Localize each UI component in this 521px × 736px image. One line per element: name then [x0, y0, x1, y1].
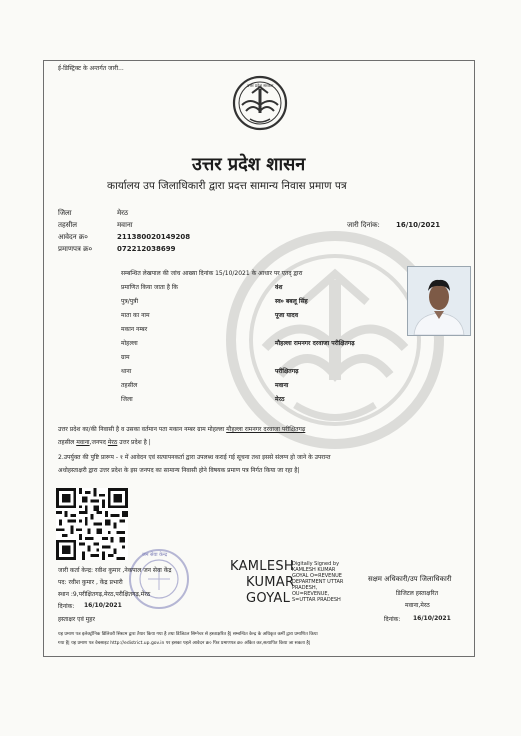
sig-detail: KAMLESH KUMAR — [292, 567, 336, 573]
field-value-parent: स्व० बबलू सिंह — [275, 298, 308, 305]
authority-title: सक्षम अधिकारी/उप जिलाधिकारी — [368, 575, 452, 583]
footer-note-line-2: गया है| यह प्रमाण पत्र वेबसाइट http://edistrict.up.gov.in पर इसका पहले आवेदन क्र० फिर प्रमाणपत्र क्र० अंकित कर,सत्यापित किया जा सकता है| — [58, 641, 311, 646]
sig-detail: PRADESH, — [292, 585, 318, 591]
intro-line: सम्बन्धित लेखपाल की जांच आख्या दिनांक 15/10/2021 के आधार पर एतद् द्वारा — [121, 270, 303, 277]
issue-date-value: 16/10/2021 — [396, 221, 441, 229]
field-label-locality: मोहल्ला — [121, 340, 138, 347]
field-label-tehsil: तहसील — [121, 382, 138, 389]
sig-detail: Digitally Signed by — [292, 561, 340, 567]
issuer-centre: जारी कर्ता केन्द्र: रवीश कुमार ,नेकपाल जन सेवा केंद्र — [58, 567, 172, 574]
issuer-date-label: दिनांक: — [58, 603, 75, 610]
field-value-tehsil: मवाना — [275, 382, 289, 389]
body-district-label: ,जनपद — [89, 439, 106, 446]
field-label-village: ग्राम — [121, 354, 130, 361]
field-value-lineage: वंश — [275, 284, 283, 291]
authority-date-label: दिनांक: — [384, 616, 401, 623]
signer-name-line-2: KUMAR — [246, 575, 295, 590]
page-subtitle: कार्यालय उप जिलाधिकारी द्वारा प्रदत्त सामान्य निवास प्रमाण पत्र — [107, 180, 347, 192]
sig-detail: S=UTTAR PRADESH — [292, 597, 341, 603]
certified-line: प्रमाणित किया जाता है कि — [121, 284, 179, 291]
applicant-photo — [407, 266, 471, 336]
body-tehsil-label: तहसील — [58, 439, 75, 446]
sig-detail: DEPARTMENT UTTAR — [292, 579, 344, 585]
certificate-label: प्रमाणपत्र क्र० — [58, 245, 93, 253]
footer-note-line-1: यह प्रमाण पत्र इलेक्ट्रॉनिक डिलिवरी सिस्टम द्वारा तैयार किया गया है तथा डिजिटल सिग्नेचर से हस्ताक्षरित है| सम्बन्धित केन्द्र के अधिकृत कर्मी द्वारा प्रमाणित किया — [58, 632, 318, 637]
seal-text: उत्तर प्रदेश सरकार — [247, 83, 274, 88]
sig-detail: GOYAL O=REVENUE — [292, 573, 342, 579]
body-tehsil-value: मवाना — [76, 439, 90, 446]
signer-name-line-3: GOYAL — [246, 591, 291, 606]
digital-signature-details — [292, 561, 343, 603]
header-note: ई-डिस्ट्रिक्ट के अन्तर्गत जारी... — [58, 65, 124, 72]
issuer-sign-label: हस्ताक्षर एवं मुहर — [58, 616, 95, 623]
issuer-post: पद: रवीश कुमार , केंद्र प्रभारी — [58, 579, 123, 586]
authority-place: मवाना,मेरठ — [405, 602, 430, 609]
field-value-police-station: परीक्षितगढ़ — [275, 368, 299, 375]
issuer-place: स्थान :9,परीक्षितगढ़,मेरठ,परीक्षितगढ़,मेरठ — [58, 591, 151, 598]
field-value-district: मेरठ — [275, 396, 285, 403]
field-label-police-station: थाना — [121, 368, 132, 375]
authority-date-value: 16/10/2021 — [413, 615, 451, 622]
body-line-4: अधोहस्ताक्षरी द्वारा उत्तर प्रदेश के इस जनपद का सामान्य निवासी होने विषयक प्रमाण पत्र निर्गत किया जा रहा है| — [58, 467, 300, 474]
field-label-parent: पुत्र/पुत्री — [121, 298, 139, 305]
page-title: उत्तर प्रदेश शासन — [192, 154, 306, 175]
sig-detail: OU=REVENUE, — [292, 591, 330, 597]
field-value-mother: पूजा यादव — [275, 312, 299, 319]
field-label-house: मकान नम्बर — [121, 326, 148, 333]
body-state-text: उत्तर प्रदेश है | — [119, 439, 151, 446]
body-line-1-text: उत्तर प्रदेश का/की निवासी है व उसका वर्तमान पता मकान नम्बर ग्राम मोहल्ला — [58, 426, 225, 433]
signer-name-line-1: KAMLESH — [230, 559, 294, 574]
field-value-locality: मौहल्ला रामनगर दरवाजा परीक्षितगढ़ — [275, 340, 355, 347]
district-label: जिला — [58, 209, 72, 217]
application-label: आवेदन क्र० — [58, 233, 88, 241]
tehsil-value: मवाना — [117, 221, 133, 229]
field-label-mother: माता का नाम — [121, 312, 150, 319]
body-line-3: 2.उपर्युक्त की पुष्टि प्रारूप - १ में आवेदन एवं सत्यापनकर्ता द्वारा उपलब्ध कराई गई सूचना तथा इससे संलग्न हो जाने के उपरान्त — [58, 454, 331, 461]
district-value: मेरठ — [117, 209, 129, 217]
field-label-district: जिला — [121, 396, 133, 403]
verification-qr-code — [56, 488, 128, 560]
body-line-1-address: मौहल्ला रामनगर दरवाजा परीक्षितगढ़ — [226, 426, 306, 433]
certificate-number: 072212038699 — [117, 245, 176, 253]
body-district-value: मेरठ — [107, 439, 118, 446]
body-line-1 — [58, 425, 305, 433]
stamp-text: जन सेवा केन्द्र — [142, 552, 168, 558]
application-number: 211380020149208 — [117, 233, 191, 241]
body-line-2 — [58, 438, 151, 446]
tehsil-label: तहसील — [58, 221, 77, 229]
issue-date-label: जारी दिनांक: — [347, 221, 380, 229]
issuer-date-value: 16/10/2021 — [84, 602, 122, 609]
authority-signed: डिजिटल हस्ताक्षरित — [396, 590, 438, 597]
